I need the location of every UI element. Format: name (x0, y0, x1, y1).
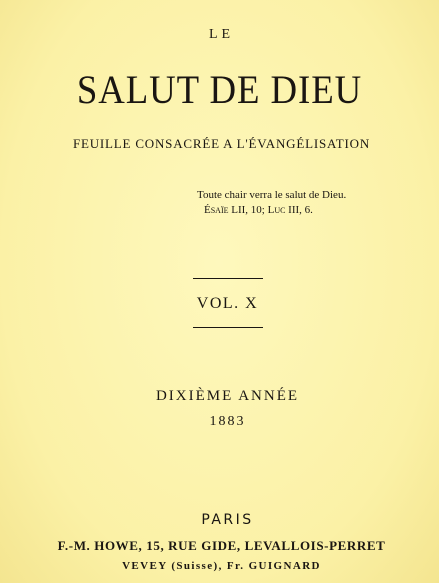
divider-top (193, 278, 263, 279)
distributor-line: VEVEY (Suisse), Fr. GUIGNARD (122, 560, 321, 572)
volume-label: VOL. X (196, 295, 259, 312)
publication-city: PARIS (201, 512, 254, 528)
publication-year: 1883 (209, 414, 246, 429)
epigraph-reference: Ésaïe LII, 10; Luc III, 6. (204, 204, 313, 216)
page-subtitle: FEUILLE CONSACRÉE A L'ÉVANGÉLISATION (72, 136, 371, 151)
title-article: LE (208, 27, 235, 42)
publisher-line: F.-M. HOWE, 15, RUE GIDE, LEVALLOIS-PERRET (57, 538, 386, 553)
page-title: SALUT DE DIEU (76, 67, 363, 112)
divider-bottom (193, 327, 263, 328)
epigraph-quote: Toute chair verra le salut de Dieu. (197, 189, 347, 201)
year-label: DIXIÈME ANNÉE (155, 388, 300, 404)
